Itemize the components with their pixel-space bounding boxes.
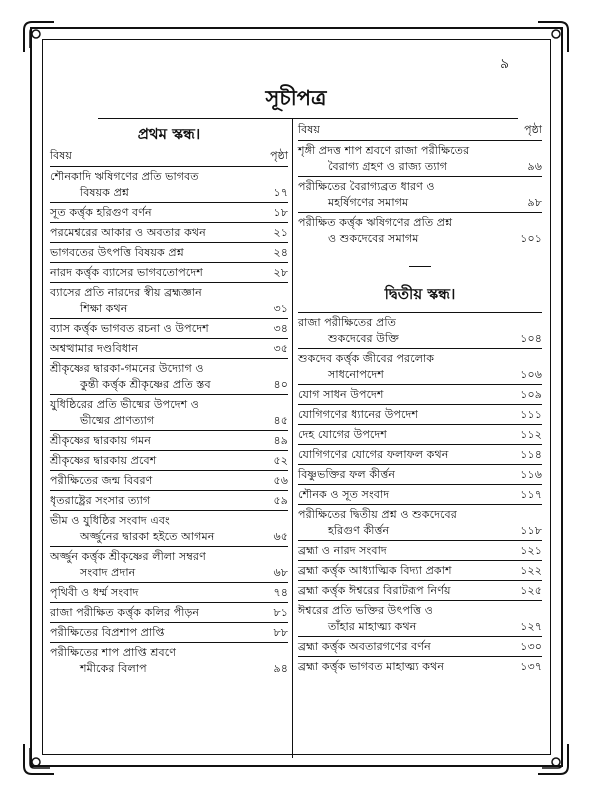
entry-title: ব্রহ্মা কর্ত্তৃক ভাগবত মাহাত্ম্য কথন xyxy=(298,660,445,673)
entry-page-number: ৩৫ xyxy=(273,342,288,355)
toc-entry xyxy=(50,166,288,202)
entry-page-number: ৫৯ xyxy=(273,494,288,507)
entry-title: ধৃতরাষ্ট্রের সংসার ত্যাগ xyxy=(50,494,151,507)
entry-page-number: ১১৬ xyxy=(520,468,542,481)
toc-entry xyxy=(298,600,542,636)
page-number: ৯ xyxy=(500,56,510,72)
entry-title: অর্জ্জুন কর্ত্তৃক শ্রীকৃষ্ণের লীলা সম্বরণ xyxy=(50,550,206,563)
entry-page-number: ১২৫ xyxy=(520,584,542,597)
column-headers xyxy=(298,122,542,138)
toc-entry xyxy=(50,470,288,490)
corner-ornament-icon xyxy=(22,742,56,776)
toc-entry xyxy=(50,582,288,602)
entry-title: ব্রহ্মা কর্ত্তৃক ঈশ্বরের বিরাটরূপ নির্ণয় xyxy=(298,584,451,597)
entry-page-number: ১৩০ xyxy=(520,640,542,653)
page-title: সূচীপত্র xyxy=(265,86,327,110)
entry-title: শুকদেব কর্ত্তৃক জীবের পরলোক xyxy=(298,352,435,365)
entry-title: দেহ যোগের উপদেশ xyxy=(298,428,387,441)
entry-title: নারদ কর্ত্তৃক ব্যাসের ভাগবতোপদেশ xyxy=(50,266,203,279)
entry-page-number: ১৩৭ xyxy=(520,660,542,673)
entry-page-number: ১০৪ xyxy=(520,332,542,345)
entry-title: শিক্ষা কথন xyxy=(80,302,128,315)
entry-title: শৃঙ্গী প্রদত্ত শাপ শ্রবণে রাজা পরীক্ষিতের xyxy=(298,144,470,157)
entry-page-number: ১২১ xyxy=(520,544,542,557)
left-column xyxy=(50,122,288,678)
entry-title: সাধনোপদেশ xyxy=(328,368,384,381)
section-title-first: প্রথম স্কন্ধ। xyxy=(137,125,201,143)
entry-title: শুকদেবের উক্তি xyxy=(328,332,400,345)
toc-entry xyxy=(298,404,542,424)
entry-title: কুন্তী কর্ত্তৃক শ্রীকৃষ্ণের প্রতি স্তব xyxy=(80,378,211,391)
entry-page-number: ১৮ xyxy=(273,206,288,219)
header-subject: বিষয় xyxy=(298,123,320,136)
toc-list xyxy=(298,312,542,676)
toc-entry xyxy=(50,318,288,338)
entry-title: শমীকের বিলাপ xyxy=(80,662,147,675)
entry-page-number: ১১৮ xyxy=(520,524,542,537)
entry-title: যুধিষ্ঠিরের প্রতি ভীষ্মের উপদেশ ও xyxy=(50,398,200,411)
entry-page-number: ১০১ xyxy=(520,232,542,245)
toc-entry xyxy=(50,430,288,450)
entry-title: সূত কর্ত্তৃক হরিগুণ বর্ণন xyxy=(50,206,152,219)
entry-title: হরিগুণ কীর্ত্তন xyxy=(328,524,390,537)
toc-entry xyxy=(298,348,542,384)
right-column xyxy=(298,122,542,676)
entry-page-number: ১১১ xyxy=(520,408,542,421)
entry-title: পৃথিবী ও ধর্ম্ম সংবাদ xyxy=(50,586,139,599)
entry-title: ব্রহ্মা কর্ত্তৃক অবতারগণের বর্ণন xyxy=(298,640,431,653)
column-divider xyxy=(292,118,293,758)
entry-page-number: ১২৭ xyxy=(520,620,542,633)
entry-page-number: ১১২ xyxy=(520,428,542,441)
entry-page-number: ৮১ xyxy=(273,606,288,619)
entry-title: শ্রীকৃষ্ণের দ্বারকায় গমন xyxy=(50,434,151,447)
toc-entry xyxy=(298,580,542,600)
toc-entry xyxy=(298,636,542,656)
header-page: পৃষ্ঠা xyxy=(270,149,288,162)
entry-title: ব্রহ্মা কর্ত্তৃক আধ্যাত্মিক বিদ্যা প্রকাশ xyxy=(298,564,452,577)
entry-page-number: ৫২ xyxy=(273,454,288,467)
corner-ornament-icon xyxy=(536,20,570,54)
entry-title: ব্যাস কর্ত্তৃক ভাগবত রচনা ও উপদেশ xyxy=(50,322,209,335)
entry-title: রাজা পরীক্ষিত কর্ত্তৃক কলির পীড়ন xyxy=(50,606,200,619)
entry-title: পরীক্ষিতের জন্ম বিবরণ xyxy=(50,474,153,487)
entry-title: তাঁহার মাহাত্ম্য কথন xyxy=(328,620,417,633)
toc-entry xyxy=(50,510,288,546)
toc-entry xyxy=(50,622,288,642)
header-subject: বিষয় xyxy=(50,149,72,162)
entry-page-number: ৩৪ xyxy=(273,322,288,335)
entry-page-number: ১১৪ xyxy=(520,448,542,461)
entry-page-number: ২৮ xyxy=(273,266,288,279)
toc-entry xyxy=(298,656,542,676)
entry-page-number: ৯৮ xyxy=(527,196,542,209)
entry-page-number: ২১ xyxy=(273,226,288,239)
column-headers xyxy=(50,148,288,164)
entry-page-number: ৬৮ xyxy=(273,566,288,579)
entry-page-number: ১২২ xyxy=(520,564,542,577)
toc-entry xyxy=(298,140,542,176)
entry-title: বিষয়ক প্রশ্ন xyxy=(80,186,129,199)
toc-list xyxy=(50,166,288,678)
entry-page-number: ৫৬ xyxy=(273,474,288,487)
toc-entry xyxy=(50,450,288,470)
toc-entry xyxy=(298,384,542,404)
header-page: পৃষ্ঠা xyxy=(524,123,542,136)
toc-entry xyxy=(298,540,542,560)
entry-page-number: ৪৫ xyxy=(273,414,288,427)
entry-title: পরমেশ্বরের আকার ও অবতার কথন xyxy=(50,226,206,239)
toc-entry xyxy=(298,212,542,248)
section-separator xyxy=(298,256,542,272)
toc-entry xyxy=(50,358,288,394)
entry-page-number: ৮৮ xyxy=(273,626,288,639)
toc-entry xyxy=(50,490,288,510)
entry-page-number: ৭৪ xyxy=(273,586,288,599)
entry-page-number: ৩১ xyxy=(273,302,288,315)
entry-page-number: ৪০ xyxy=(273,378,288,391)
entry-title: ও শুকদেবের সমাগম xyxy=(328,232,419,245)
entry-title: শ্রীকৃষ্ণের দ্বারকায় প্রবেশ xyxy=(50,454,157,467)
entry-page-number: ১০৯ xyxy=(520,388,542,401)
toc-entry xyxy=(298,424,542,444)
entry-title: যোগিগণের যোগের ফলাফল কথন xyxy=(298,448,449,461)
entry-title: পরীক্ষিতের বৈরাগ্যব্রত ধারণ ও xyxy=(298,180,435,193)
entry-title: মহর্ষিগণের সমাগম xyxy=(328,196,409,209)
section-title-second: দ্বিতীয় স্কন্ধ। xyxy=(384,285,456,303)
entry-title: ব্যাসের প্রতি নারদের স্বীয় ব্রহ্মজ্ঞান xyxy=(50,286,202,299)
entry-title: পরীক্ষিতের শাপ প্রাপ্তি শ্রবণে xyxy=(50,646,176,659)
toc-entry xyxy=(50,394,288,430)
entry-page-number: ১৭ xyxy=(273,186,288,199)
entry-title: যোগিগণের ধ্যানের উপদেশ xyxy=(298,408,419,421)
toc-list xyxy=(298,140,542,248)
entry-page-number: ৯৪ xyxy=(273,662,288,675)
corner-ornament-icon xyxy=(536,742,570,776)
entry-page-number: ২৪ xyxy=(273,246,288,259)
entry-title: পরীক্ষিতের দ্বিতীয় প্রশ্ন ও শুকদেবের xyxy=(298,508,457,521)
toc-entry xyxy=(50,338,288,358)
toc-entry xyxy=(298,444,542,464)
entry-page-number: ৬৫ xyxy=(273,530,288,543)
entry-title: ঈশ্বরের প্রতি ভক্তির উৎপত্তি ও xyxy=(298,604,433,617)
entry-title: যোগ সাধন উপদেশ xyxy=(298,388,384,401)
entry-page-number: ৪৯ xyxy=(273,434,288,447)
entry-title: বৈরাগ্য গ্রহণ ও রাজ্য ত্যাগ xyxy=(328,160,448,173)
entry-title: পরীক্ষিতের বিপ্রশাপ প্রাপ্তি xyxy=(50,626,165,639)
entry-title: অশ্বত্থামার দণ্ডবিধান xyxy=(50,342,139,355)
toc-entry xyxy=(298,504,542,540)
toc-entry xyxy=(298,176,542,212)
toc-entry xyxy=(50,222,288,242)
entry-title: ভীষ্মের প্রাণত্যাগ xyxy=(80,414,155,427)
toc-entry xyxy=(50,546,288,582)
toc-entry xyxy=(298,484,542,504)
entry-title: বিষ্ণুভক্তির ফল কীর্ত্তন xyxy=(298,468,396,481)
entry-title: ব্রহ্মা ও নারদ সংবাদ xyxy=(298,544,387,557)
toc-entry xyxy=(298,560,542,580)
toc-entry xyxy=(50,282,288,318)
toc-entry xyxy=(50,642,288,678)
entry-title: ভাগবতের উৎপত্তি বিষয়ক প্রশ্ন xyxy=(50,246,184,259)
entry-title: অর্জ্জুনের দ্বারকা হইতে আগমন xyxy=(80,530,215,543)
toc-entry xyxy=(50,602,288,622)
entry-page-number: ১১৭ xyxy=(520,488,542,501)
entry-page-number: ১০৬ xyxy=(520,368,542,381)
toc-entry xyxy=(50,242,288,262)
entry-title: পরীক্ষিত কর্ত্তৃক ঋষিগণের প্রতি প্রশ্ন xyxy=(298,216,453,229)
entry-title: ভীম ও যুধিষ্ঠির সংবাদ এবং xyxy=(50,514,170,527)
toc-entry xyxy=(298,312,542,348)
entry-title: সংবাদ প্রদান xyxy=(80,566,136,579)
entry-title: শ্রীকৃষ্ণের দ্বারকা-গমনের উদ্যোগ ও xyxy=(50,362,204,375)
entry-title: শৌনকাদি ঋষিগণের প্রতি ভাগবত xyxy=(50,170,199,183)
toc-entry xyxy=(298,464,542,484)
corner-ornament-icon xyxy=(22,20,56,54)
entry-title: রাজা পরীক্ষিতের প্রতি xyxy=(298,316,396,329)
title-divider xyxy=(98,118,518,119)
toc-entry xyxy=(50,202,288,222)
entry-page-number: ৯৬ xyxy=(527,160,542,173)
entry-title: শৌনক ও সূত সংবাদ xyxy=(298,488,390,501)
toc-entry xyxy=(50,262,288,282)
